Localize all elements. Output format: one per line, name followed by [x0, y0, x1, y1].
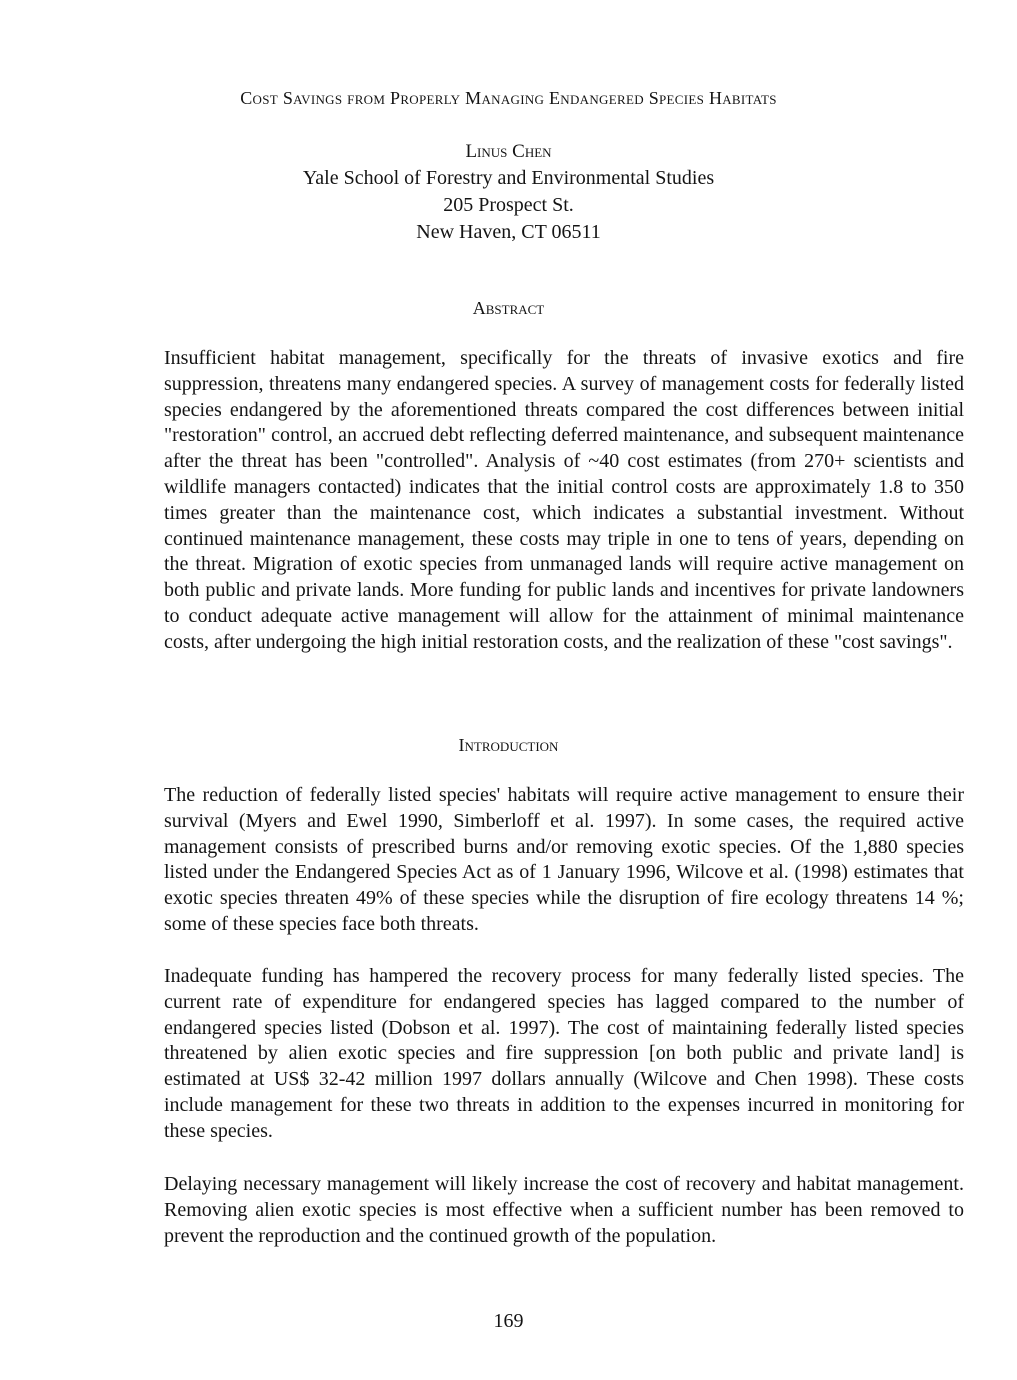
introduction-paragraph: Delaying necessary management will likely increase the cost of recovery and habitat management. Removing alien exotic species is most effective when a sufficient number has been removed to prevent the reproduction and the continued growth of the population. [164, 1173, 964, 1247]
paper-title: Cost Savings from Properly Managing Endangered Species Habitats [240, 88, 777, 108]
introduction-paragraph: The reduction of federally listed species' habitats will require active management to ensure their survival (Myers and Ewel 1990, Simberloff et al. 1997). In some cases, the required active management consists of prescribed burns and/or removing exotic species. Of the 1,880 species listed under the Endangered Species Act as of 1 January 1996, Wilcove et al. (1998) estimates that exotic species threaten 49% of these species while the disruption of fire ecology threatens 14 %; some of these species face both threats. [164, 784, 964, 935]
author-block [0, 138, 1017, 246]
introduction-paragraph: Inadequate funding has hampered the recovery process for many federally listed species. The current rate of expenditure for endangered species has lagged compared to the number of endangered species listed (Dobson et al. 1997). The cost of maintaining federally listed species threatened by alien exotic species and fire suppression [on both public and private land] is estimated at US$ 32-42 million 1997 dollars annually (Wilcove and Chen 1998). These costs include management for these two threats in addition to the expenses incurred in monitoring for these species. [164, 965, 964, 1142]
abstract-heading: Abstract [472, 298, 545, 318]
author-city: New Haven, CT 06511 [416, 221, 601, 243]
introduction-heading: Introduction [458, 735, 559, 755]
abstract-text: Insufficient habitat management, specifically for the threats of invasive exotics and fire suppression, threatens many endangered species. A survey of management costs for federally listed species endangered by the aforementioned threats compared the cost differences between initial "restoration" control, an accrued debt reflecting deferred maintenance, and subsequent maintenance after the threat has been "controlled". Analysis of ~40 cost estimates (from 270+ scientists and wildlife managers contacted) indicates that the initial control costs are approximately 1.8 to 350 times greater than the maintenance cost, which indicates a substantial investment. Without continued maintenance management, these costs may triple in one to tens of years, depending on the threat. Migration of exotic species from unmanaged lands will require active management on both public and private lands. More funding for public lands and incentives for private landowners to conduct adequate active management will allow for the attainment of minimal maintenance costs, after undergoing the high initial restoration costs, and the realization of these "cost savings". [164, 347, 964, 653]
author-name: Linus Chen [465, 141, 552, 162]
author-affiliation: Yale School of Forestry and Environmental Studies [302, 167, 715, 189]
page-number: 169 [493, 1310, 524, 1332]
author-street: 205 Prospect St. [443, 194, 574, 216]
